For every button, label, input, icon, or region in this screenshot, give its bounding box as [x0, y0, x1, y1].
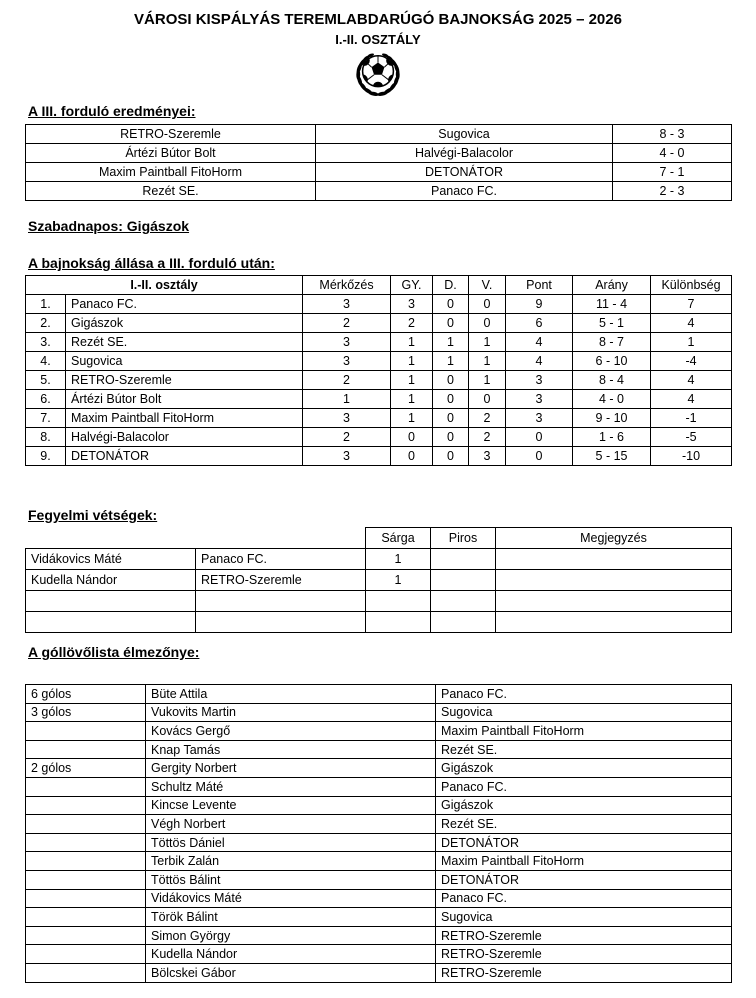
note-cell	[496, 570, 732, 591]
matches-header-cell: Mérkőzés	[303, 276, 391, 295]
match-row	[26, 144, 732, 163]
results-table	[25, 124, 732, 201]
player-cell: Schultz Máté	[146, 777, 436, 796]
team-cell: RETRO-Szeremle	[436, 926, 732, 945]
red-cards-cell	[431, 591, 496, 612]
results-heading: A III. forduló eredményei:	[28, 103, 196, 119]
draws-cell: 0	[433, 390, 469, 409]
losses-cell: 1	[469, 352, 506, 371]
losses-cell: 1	[469, 371, 506, 390]
goals-count-cell	[26, 833, 146, 852]
team-cell: Gigászok	[66, 314, 303, 333]
draws-header-cell: D.	[433, 276, 469, 295]
matches-cell: 1	[303, 390, 391, 409]
scorer-row	[26, 815, 732, 834]
player-cell: Vukovits Martin	[146, 703, 436, 722]
matches-cell: 2	[303, 314, 391, 333]
player-cell: Knap Tamás	[146, 740, 436, 759]
wins-cell: 1	[391, 409, 433, 428]
matches-cell: 3	[303, 333, 391, 352]
bye-note: Szabadnapos: Gigászok	[28, 218, 190, 234]
scorer-row	[26, 833, 732, 852]
player-cell: Gergity Norbert	[146, 759, 436, 778]
goals-count-cell: 3 gólos	[26, 703, 146, 722]
red-cards-cell	[431, 549, 496, 570]
note-cell	[496, 591, 732, 612]
points-header-cell: Pont	[506, 276, 573, 295]
goals-count-cell	[26, 777, 146, 796]
wins-cell: 3	[391, 295, 433, 314]
wins-cell: 2	[391, 314, 433, 333]
team-cell: Panaco FC.	[436, 777, 732, 796]
matches-cell: 3	[303, 352, 391, 371]
points-cell: 4	[506, 333, 573, 352]
rank-cell: 7.	[26, 409, 66, 428]
team-cell	[196, 591, 366, 612]
wins-header-cell: GY.	[391, 276, 433, 295]
ratio-cell: 8 - 7	[573, 333, 651, 352]
goals-count-cell	[26, 722, 146, 741]
away-team-cell: Panaco FC.	[316, 182, 613, 201]
player-cell: Simon György	[146, 926, 436, 945]
home-team-cell: Maxim Paintball FitoHorm	[26, 163, 316, 182]
goals-count-cell	[26, 852, 146, 871]
goals-count-cell	[26, 870, 146, 889]
match-row	[26, 125, 732, 144]
scorer-row	[26, 852, 732, 871]
rank-cell: 9.	[26, 447, 66, 466]
player-cell: Kovács Gergő	[146, 722, 436, 741]
wins-cell: 1	[391, 390, 433, 409]
player-cell: Kudella Nándor	[26, 570, 196, 591]
scorer-row	[26, 685, 732, 704]
team-cell: DETONÁTOR	[436, 870, 732, 889]
match-row	[26, 182, 732, 201]
team-cell: Gigászok	[436, 796, 732, 815]
rank-cell: 5.	[26, 371, 66, 390]
goals-count-cell	[26, 908, 146, 927]
goals-count-cell	[26, 740, 146, 759]
team-cell: Gigászok	[436, 759, 732, 778]
rank-cell: 8.	[26, 428, 66, 447]
diff-cell: -1	[651, 409, 732, 428]
team-cell: Rezét SE.	[66, 333, 303, 352]
player-cell: Kincse Levente	[146, 796, 436, 815]
draws-cell: 1	[433, 352, 469, 371]
home-team-cell: Ártézi Bútor Bolt	[26, 144, 316, 163]
team-cell: Halvégi-Balacolor	[66, 428, 303, 447]
standings-row	[26, 352, 732, 371]
match-row	[26, 163, 732, 182]
standings-row	[26, 390, 732, 409]
standings-heading: A bajnokság állása a III. forduló után:	[28, 255, 275, 271]
team-cell: Maxim Paintball FitoHorm	[436, 722, 732, 741]
scorer-row	[26, 926, 732, 945]
discipline-row	[26, 570, 732, 591]
wins-cell: 0	[391, 428, 433, 447]
points-cell: 3	[506, 371, 573, 390]
draws-cell: 1	[433, 333, 469, 352]
losses-cell: 0	[469, 295, 506, 314]
player-cell: Büte Attila	[146, 685, 436, 704]
goals-count-cell	[26, 945, 146, 964]
rank-cell: 6.	[26, 390, 66, 409]
standings-header-row	[26, 276, 732, 295]
team-cell: Panaco FC.	[436, 889, 732, 908]
logo-container	[25, 49, 731, 101]
goals-count-cell	[26, 796, 146, 815]
draws-cell: 0	[433, 371, 469, 390]
matches-cell: 3	[303, 409, 391, 428]
score-cell: 8 - 3	[613, 125, 732, 144]
team-cell: Rezét SE.	[436, 740, 732, 759]
division-header-cell: I.-II. osztály	[26, 276, 303, 295]
losses-cell: 2	[469, 428, 506, 447]
ratio-cell: 5 - 1	[573, 314, 651, 333]
wins-cell: 1	[391, 352, 433, 371]
goals-count-cell	[26, 963, 146, 982]
home-team-cell: RETRO-Szeremle	[26, 125, 316, 144]
points-cell: 4	[506, 352, 573, 371]
goals-count-cell	[26, 926, 146, 945]
soccer-ball-laurel-wreath-icon	[342, 49, 414, 101]
red-header-cell: Piros	[431, 528, 496, 549]
standings-row	[26, 371, 732, 390]
team-cell: Sugovica	[436, 908, 732, 927]
losses-cell: 1	[469, 333, 506, 352]
player-cell: Kudella Nándor	[146, 945, 436, 964]
red-cards-cell	[431, 570, 496, 591]
score-cell: 4 - 0	[613, 144, 732, 163]
goals-count-cell	[26, 889, 146, 908]
yellow-header-cell: Sárga	[366, 528, 431, 549]
points-cell: 0	[506, 428, 573, 447]
wins-cell: 1	[391, 371, 433, 390]
player-cell: Vidákovics Máté	[26, 549, 196, 570]
standings-row	[26, 314, 732, 333]
scorer-row	[26, 945, 732, 964]
diff-cell: 7	[651, 295, 732, 314]
diff-cell: -5	[651, 428, 732, 447]
rank-cell: 3.	[26, 333, 66, 352]
scorers-table	[25, 684, 732, 983]
note-cell	[496, 612, 732, 633]
scorer-row	[26, 908, 732, 927]
rank-cell: 1.	[26, 295, 66, 314]
empty-header-cell	[196, 528, 366, 549]
diff-cell: -10	[651, 447, 732, 466]
goals-count-cell: 6 gólos	[26, 685, 146, 704]
yellow-cards-cell: 1	[366, 549, 431, 570]
player-cell: Török Bálint	[146, 908, 436, 927]
team-cell: Rezét SE.	[436, 815, 732, 834]
losses-cell: 0	[469, 390, 506, 409]
team-cell	[196, 612, 366, 633]
page-title: VÁROSI KISPÁLYÁS TEREMLABDARÚGÓ BAJNOKSÁG 2025 – 2026	[134, 11, 622, 28]
points-cell: 3	[506, 409, 573, 428]
team-cell: Sugovica	[436, 703, 732, 722]
note-cell	[496, 549, 732, 570]
losses-header-cell: V.	[469, 276, 506, 295]
player-cell: Töttös Dániel	[146, 833, 436, 852]
team-cell: RETRO-Szeremle	[196, 570, 366, 591]
team-cell: Panaco FC.	[436, 685, 732, 704]
standings-table	[25, 275, 732, 466]
team-cell: RETRO-Szeremle	[436, 963, 732, 982]
points-cell: 9	[506, 295, 573, 314]
team-cell: Sugovica	[66, 352, 303, 371]
scorer-row	[26, 889, 732, 908]
away-team-cell: DETONÁTOR	[316, 163, 613, 182]
team-cell: DETONÁTOR	[436, 833, 732, 852]
scorer-row	[26, 703, 732, 722]
matches-cell: 2	[303, 371, 391, 390]
scorer-row	[26, 963, 732, 982]
diff-cell: 1	[651, 333, 732, 352]
ratio-cell: 8 - 4	[573, 371, 651, 390]
scorers-heading: A góllövőlista élmezőnye:	[28, 644, 200, 660]
losses-cell: 3	[469, 447, 506, 466]
goals-count-cell: 2 gólos	[26, 759, 146, 778]
team-cell: Maxim Paintball FitoHorm	[66, 409, 303, 428]
team-cell: DETONÁTOR	[66, 447, 303, 466]
scorer-row	[26, 759, 732, 778]
standings-row	[26, 333, 732, 352]
discipline-table	[25, 527, 732, 633]
team-cell: Ártézi Bútor Bolt	[66, 390, 303, 409]
red-cards-cell	[431, 612, 496, 633]
discipline-heading: Fegyelmi vétségek:	[28, 507, 158, 523]
page-subtitle: I.-II. OSZTÁLY	[335, 32, 421, 47]
player-cell	[26, 591, 196, 612]
draws-cell: 0	[433, 409, 469, 428]
standings-row	[26, 428, 732, 447]
yellow-cards-cell: 1	[366, 570, 431, 591]
player-cell: Vidákovics Máté	[146, 889, 436, 908]
losses-cell: 2	[469, 409, 506, 428]
diff-cell: 4	[651, 314, 732, 333]
note-header-cell: Megjegyzés	[496, 528, 732, 549]
ratio-cell: 9 - 10	[573, 409, 651, 428]
matches-cell: 3	[303, 447, 391, 466]
team-cell: Panaco FC.	[196, 549, 366, 570]
rank-cell: 4.	[26, 352, 66, 371]
goals-count-cell	[26, 815, 146, 834]
diff-cell: 4	[651, 371, 732, 390]
wins-cell: 0	[391, 447, 433, 466]
team-cell: RETRO-Szeremle	[436, 945, 732, 964]
diff-cell: 4	[651, 390, 732, 409]
draws-cell: 0	[433, 428, 469, 447]
ratio-header-cell: Arány	[573, 276, 651, 295]
scorer-row	[26, 777, 732, 796]
away-team-cell: Sugovica	[316, 125, 613, 144]
score-cell: 7 - 1	[613, 163, 732, 182]
player-cell: Töttös Bálint	[146, 870, 436, 889]
player-cell	[26, 612, 196, 633]
ratio-cell: 4 - 0	[573, 390, 651, 409]
discipline-header-row	[26, 528, 732, 549]
scorer-row	[26, 740, 732, 759]
yellow-cards-cell	[366, 591, 431, 612]
yellow-cards-cell	[366, 612, 431, 633]
points-cell: 6	[506, 314, 573, 333]
standings-row	[26, 409, 732, 428]
player-cell: Terbik Zalán	[146, 852, 436, 871]
player-cell: Bölcskei Gábor	[146, 963, 436, 982]
points-cell: 0	[506, 447, 573, 466]
standings-row	[26, 295, 732, 314]
matches-cell: 3	[303, 295, 391, 314]
ratio-cell: 11 - 4	[573, 295, 651, 314]
team-cell: Panaco FC.	[66, 295, 303, 314]
ratio-cell: 1 - 6	[573, 428, 651, 447]
draws-cell: 0	[433, 314, 469, 333]
scorer-row	[26, 722, 732, 741]
ratio-cell: 5 - 15	[573, 447, 651, 466]
losses-cell: 0	[469, 314, 506, 333]
ratio-cell: 6 - 10	[573, 352, 651, 371]
diff-header-cell: Különbség	[651, 276, 732, 295]
discipline-row	[26, 591, 732, 612]
wins-cell: 1	[391, 333, 433, 352]
scorer-row	[26, 796, 732, 815]
away-team-cell: Halvégi-Balacolor	[316, 144, 613, 163]
scorer-row	[26, 870, 732, 889]
empty-header-cell	[26, 528, 196, 549]
draws-cell: 0	[433, 447, 469, 466]
team-cell: RETRO-Szeremle	[66, 371, 303, 390]
score-cell: 2 - 3	[613, 182, 732, 201]
team-cell: Maxim Paintball FitoHorm	[436, 852, 732, 871]
discipline-row	[26, 612, 732, 633]
rank-cell: 2.	[26, 314, 66, 333]
home-team-cell: Rezét SE.	[26, 182, 316, 201]
diff-cell: -4	[651, 352, 732, 371]
player-cell: Végh Norbert	[146, 815, 436, 834]
points-cell: 3	[506, 390, 573, 409]
discipline-row	[26, 549, 732, 570]
standings-row	[26, 447, 732, 466]
matches-cell: 2	[303, 428, 391, 447]
draws-cell: 0	[433, 295, 469, 314]
